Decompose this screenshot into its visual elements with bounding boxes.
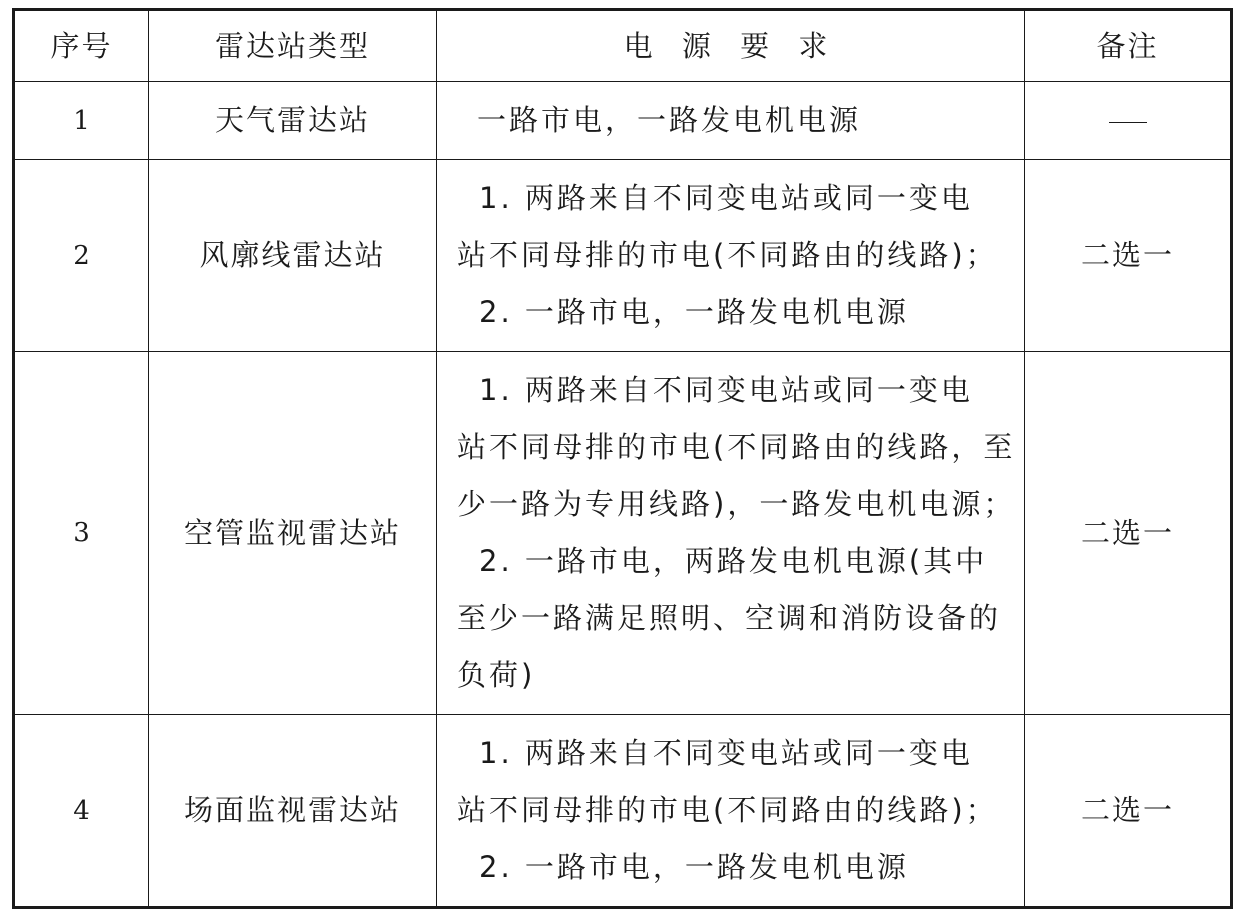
power-requirement <box>437 715 1025 908</box>
requirement-line: 站不同母排的市电(不同路由的线路)； <box>457 238 998 272</box>
remark: 二选一 <box>1025 715 1232 908</box>
requirement-line: 1. 两路来自不同变电站或同一变电 <box>479 181 973 215</box>
header-no: 序号 <box>14 10 149 82</box>
radar-station-type: 风廓线雷达站 <box>149 160 437 352</box>
power-requirement <box>437 352 1025 715</box>
table-header-row <box>14 10 1232 82</box>
header-requirement <box>437 10 1025 82</box>
table-sheet <box>12 8 1230 884</box>
row-number: 3 <box>14 352 149 715</box>
requirement-line: 站不同母排的市电(不同路由的线路)； <box>457 793 998 827</box>
table-row <box>14 82 1232 160</box>
requirement-line: 至少一路满足照明、空调和消防设备的 <box>457 601 1002 635</box>
row-number: 1 <box>14 82 149 160</box>
row-number: 2 <box>14 160 149 352</box>
requirement-line: 1. 两路来自不同变电站或同一变电 <box>479 736 973 770</box>
dash-mark <box>1109 122 1147 123</box>
header-note: 备注 <box>1025 10 1232 82</box>
requirement-line: 负荷) <box>457 658 536 692</box>
table-row <box>14 715 1232 908</box>
power-requirement <box>437 82 1025 160</box>
radar-station-type: 场面监视雷达站 <box>149 715 437 908</box>
remark <box>1025 82 1232 160</box>
power-requirement <box>437 160 1025 352</box>
header-type: 雷达站类型 <box>149 10 437 82</box>
requirement-line: 2. 一路市电，一路发电机电源 <box>479 295 909 329</box>
radar-station-type: 空管监视雷达站 <box>149 352 437 715</box>
requirement-line: 2. 一路市电，一路发电机电源 <box>479 850 909 884</box>
remark: 二选一 <box>1025 352 1232 715</box>
requirement-line: 1. 两路来自不同变电站或同一变电 <box>479 373 973 407</box>
remark: 二选一 <box>1025 160 1232 352</box>
requirement-line: 站不同母排的市电(不同路由的线路，至 <box>457 430 1016 464</box>
requirement-line: 2. 一路市电，两路发电机电源(其中 <box>479 544 988 578</box>
requirement-line: 一路市电，一路发电机电源 <box>477 103 862 137</box>
header-requirement-label: 电 源 要 求 <box>623 28 838 63</box>
radar-power-requirements-table <box>12 8 1233 909</box>
row-number: 4 <box>14 715 149 908</box>
table-row <box>14 160 1232 352</box>
radar-station-type: 天气雷达站 <box>149 82 437 160</box>
requirement-line: 少一路为专用线路)，一路发电机电源； <box>457 487 1016 521</box>
table-row <box>14 352 1232 715</box>
